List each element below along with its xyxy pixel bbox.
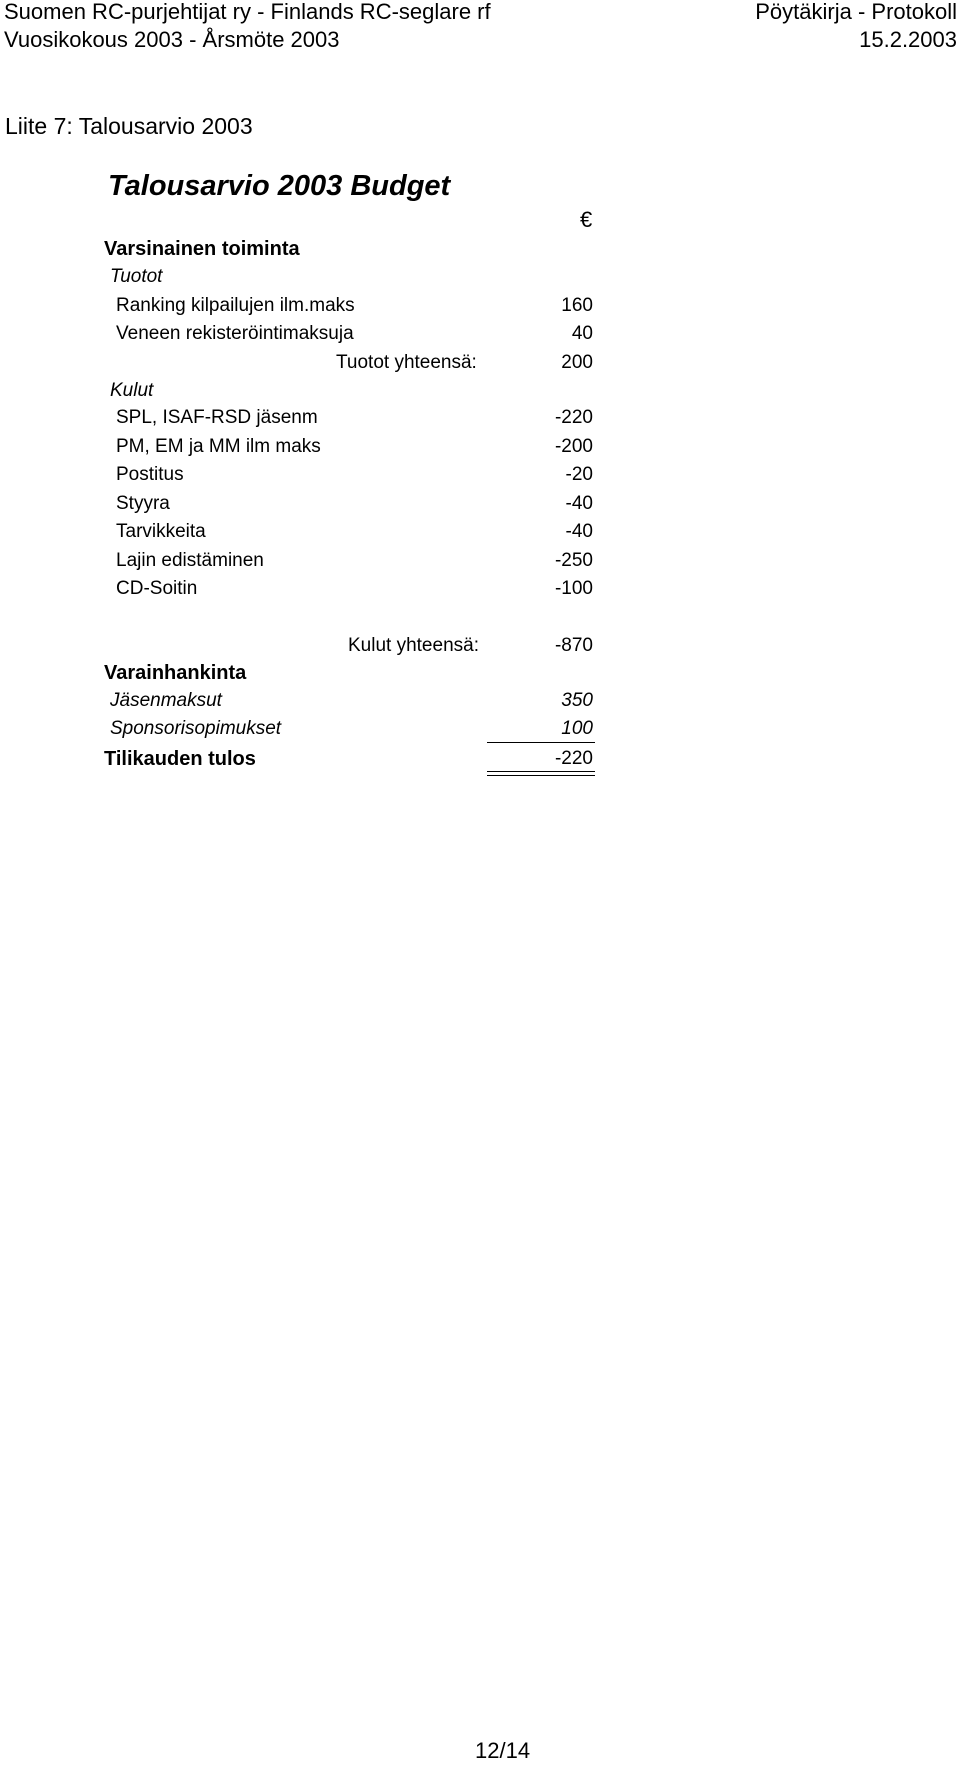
page-number: 12/14 bbox=[475, 1738, 531, 1763]
expense-item-value: -100 bbox=[554, 578, 593, 599]
expense-item-value: -40 bbox=[565, 493, 593, 514]
section-operations: Varsinainen toiminta bbox=[104, 238, 300, 260]
result-label: Tilikauden tulos bbox=[104, 748, 256, 770]
subsection-expenses: Kulut bbox=[110, 380, 154, 401]
expense-item-value: -200 bbox=[554, 436, 593, 457]
income-item-value: 160 bbox=[561, 295, 593, 316]
expense-total-value: -870 bbox=[554, 635, 593, 656]
expense-item-label: Lajin edistäminen bbox=[116, 550, 264, 571]
expense-item-value: -250 bbox=[554, 550, 593, 571]
income-item-label: Veneen rekisteröintimaksuja bbox=[116, 323, 354, 344]
expense-item-label: PM, EM ja MM ilm maks bbox=[116, 436, 321, 457]
total-double-rule-top bbox=[487, 771, 595, 772]
income-item-label: Ranking kilpailujen ilm.maks bbox=[116, 295, 355, 316]
expense-item-label: Postitus bbox=[116, 464, 184, 485]
section-funding: Varainhankinta bbox=[104, 662, 247, 684]
income-item-value: 40 bbox=[571, 323, 593, 344]
header-meeting: Vuosikokous 2003 - Årsmöte 2003 bbox=[4, 27, 340, 52]
header-document-type: Pöytäkirja - Protokoll bbox=[755, 0, 957, 24]
expense-item-value: -220 bbox=[554, 407, 593, 428]
result-value: -220 bbox=[554, 748, 593, 769]
funding-item-value: 350 bbox=[561, 690, 593, 711]
subsection-income: Tuotot bbox=[110, 266, 163, 287]
header-date: 15.2.2003 bbox=[859, 27, 957, 52]
appendix-title: Liite 7: Talousarvio 2003 bbox=[5, 113, 253, 139]
total-double-rule-bottom bbox=[487, 775, 595, 776]
expense-item-label: CD-Soitin bbox=[116, 578, 198, 599]
expense-item-label: Tarvikkeita bbox=[116, 521, 206, 542]
expense-item-label: Styyra bbox=[116, 493, 170, 514]
funding-item-label: Jäsenmaksut bbox=[110, 690, 222, 711]
budget-title: Talousarvio 2003 Budget bbox=[108, 170, 451, 202]
expense-total-label: Kulut yhteensä: bbox=[348, 635, 479, 656]
expense-item-value: -40 bbox=[565, 521, 593, 542]
expense-item-label: SPL, ISAF-RSD jäsenm bbox=[116, 407, 318, 428]
header-organization: Suomen RC-purjehtijat ry - Finlands RC-seglare rf bbox=[4, 0, 491, 24]
funding-item-value: 100 bbox=[561, 718, 593, 739]
income-total-value: 200 bbox=[561, 352, 593, 373]
income-total-label: Tuotot yhteensä: bbox=[336, 352, 477, 373]
funding-item-label: Sponsorisopimukset bbox=[110, 718, 282, 739]
subtotal-rule bbox=[487, 742, 595, 743]
expense-item-value: -20 bbox=[565, 464, 593, 485]
currency-symbol: € bbox=[580, 207, 593, 232]
